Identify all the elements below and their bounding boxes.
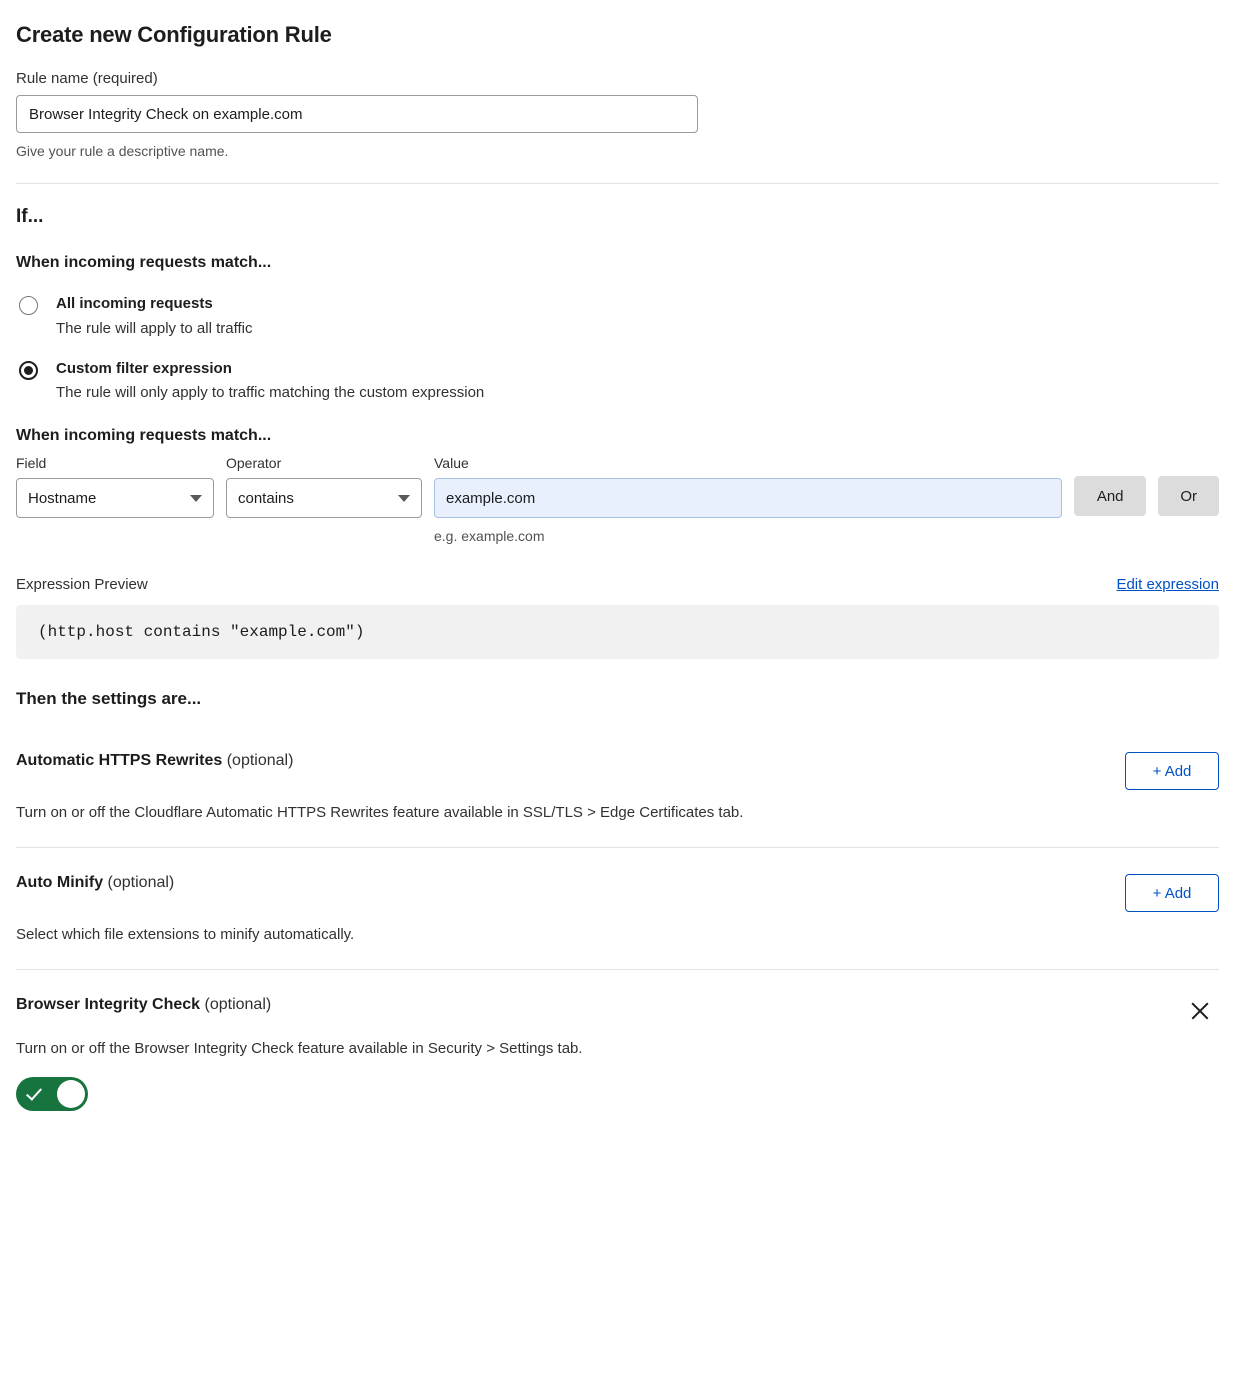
match-heading: When incoming requests match... — [16, 254, 272, 271]
add-button[interactable]: + Add — [1125, 874, 1219, 912]
rule-name-label: Rule name (required) — [16, 70, 158, 87]
value-hint: e.g. example.com — [434, 528, 545, 544]
radio-label: Custom filter expression — [56, 359, 232, 377]
radio-description: The rule will apply to all traffic — [56, 319, 253, 337]
chevron-down-icon — [398, 495, 410, 502]
section-divider — [16, 183, 1219, 184]
setting-description: Turn on or off the Cloudflare Automatic HTTPS Rewrites feature available in SSL/TLS > Edge Certificates tab. — [16, 804, 744, 821]
match-options — [16, 294, 1219, 401]
setting-title — [16, 996, 271, 1014]
field-select[interactable] — [16, 478, 214, 518]
close-icon[interactable] — [1185, 996, 1215, 1026]
rule-name-helper: Give your rule a descriptive name. — [16, 143, 229, 159]
radio-description: The rule will only apply to traffic matching the custom expression — [56, 384, 485, 401]
operator-column — [226, 455, 422, 518]
radio-label: All incoming requests — [56, 295, 213, 312]
setting-title — [16, 874, 174, 892]
setting-automatic-https-rewrites — [16, 726, 1219, 821]
or-button[interactable]: Or — [1158, 476, 1219, 516]
setting-name-text: Automatic HTTPS Rewrites — [16, 752, 223, 769]
edit-expression-link[interactable]: Edit expression — [1116, 576, 1219, 593]
setting-optional-text: (optional) — [222, 752, 294, 769]
then-section-title: Then the settings are... — [16, 689, 202, 708]
browser-integrity-check-toggle[interactable] — [16, 1077, 88, 1111]
add-button[interactable]: + Add — [1125, 752, 1219, 790]
setting-title — [16, 752, 293, 770]
filter-builder-row — [16, 455, 1219, 544]
value-column — [434, 455, 1062, 544]
setting-description: Turn on or off the Browser Integrity Check feature available in Security > Settings tab. — [16, 1040, 583, 1057]
expression-preview-header — [16, 576, 1219, 593]
field-column — [16, 455, 214, 518]
setting-description: Select which file extensions to minify automatically. — [16, 926, 355, 943]
check-icon — [26, 1084, 42, 1101]
field-select-value: Hostname — [28, 489, 97, 507]
chevron-down-icon — [190, 495, 202, 502]
filter-heading: When incoming requests match... — [16, 427, 272, 444]
setting-auto-minify — [16, 848, 1219, 943]
rule-name-input[interactable] — [16, 95, 698, 133]
radio-icon[interactable] — [19, 296, 38, 315]
field-label: Field — [16, 455, 47, 471]
setting-optional-text: (optional) — [200, 996, 272, 1013]
expression-preview-label: Expression Preview — [16, 576, 148, 593]
and-button[interactable]: And — [1074, 476, 1146, 516]
page-title: Create new Configuration Rule — [16, 22, 332, 47]
if-section-title: If... — [16, 206, 44, 227]
value-label: Value — [434, 455, 469, 471]
operator-select[interactable] — [226, 478, 422, 518]
rule-name-group — [16, 70, 1219, 159]
value-input[interactable] — [434, 478, 1062, 518]
operator-label: Operator — [226, 455, 282, 471]
setting-optional-text: (optional) — [103, 874, 175, 891]
setting-name-text: Browser Integrity Check — [16, 996, 201, 1013]
toggle-knob — [57, 1080, 85, 1108]
radio-option-all-incoming-requests[interactable] — [16, 294, 1219, 337]
setting-name-text: Auto Minify — [16, 874, 104, 891]
operator-select-value: contains — [238, 489, 294, 507]
radio-option-custom-filter-expression[interactable] — [16, 359, 1219, 402]
expression-preview-box: (http.host contains "example.com") — [16, 605, 1219, 659]
setting-browser-integrity-check — [16, 970, 1219, 1111]
radio-icon-selected[interactable] — [19, 361, 38, 380]
